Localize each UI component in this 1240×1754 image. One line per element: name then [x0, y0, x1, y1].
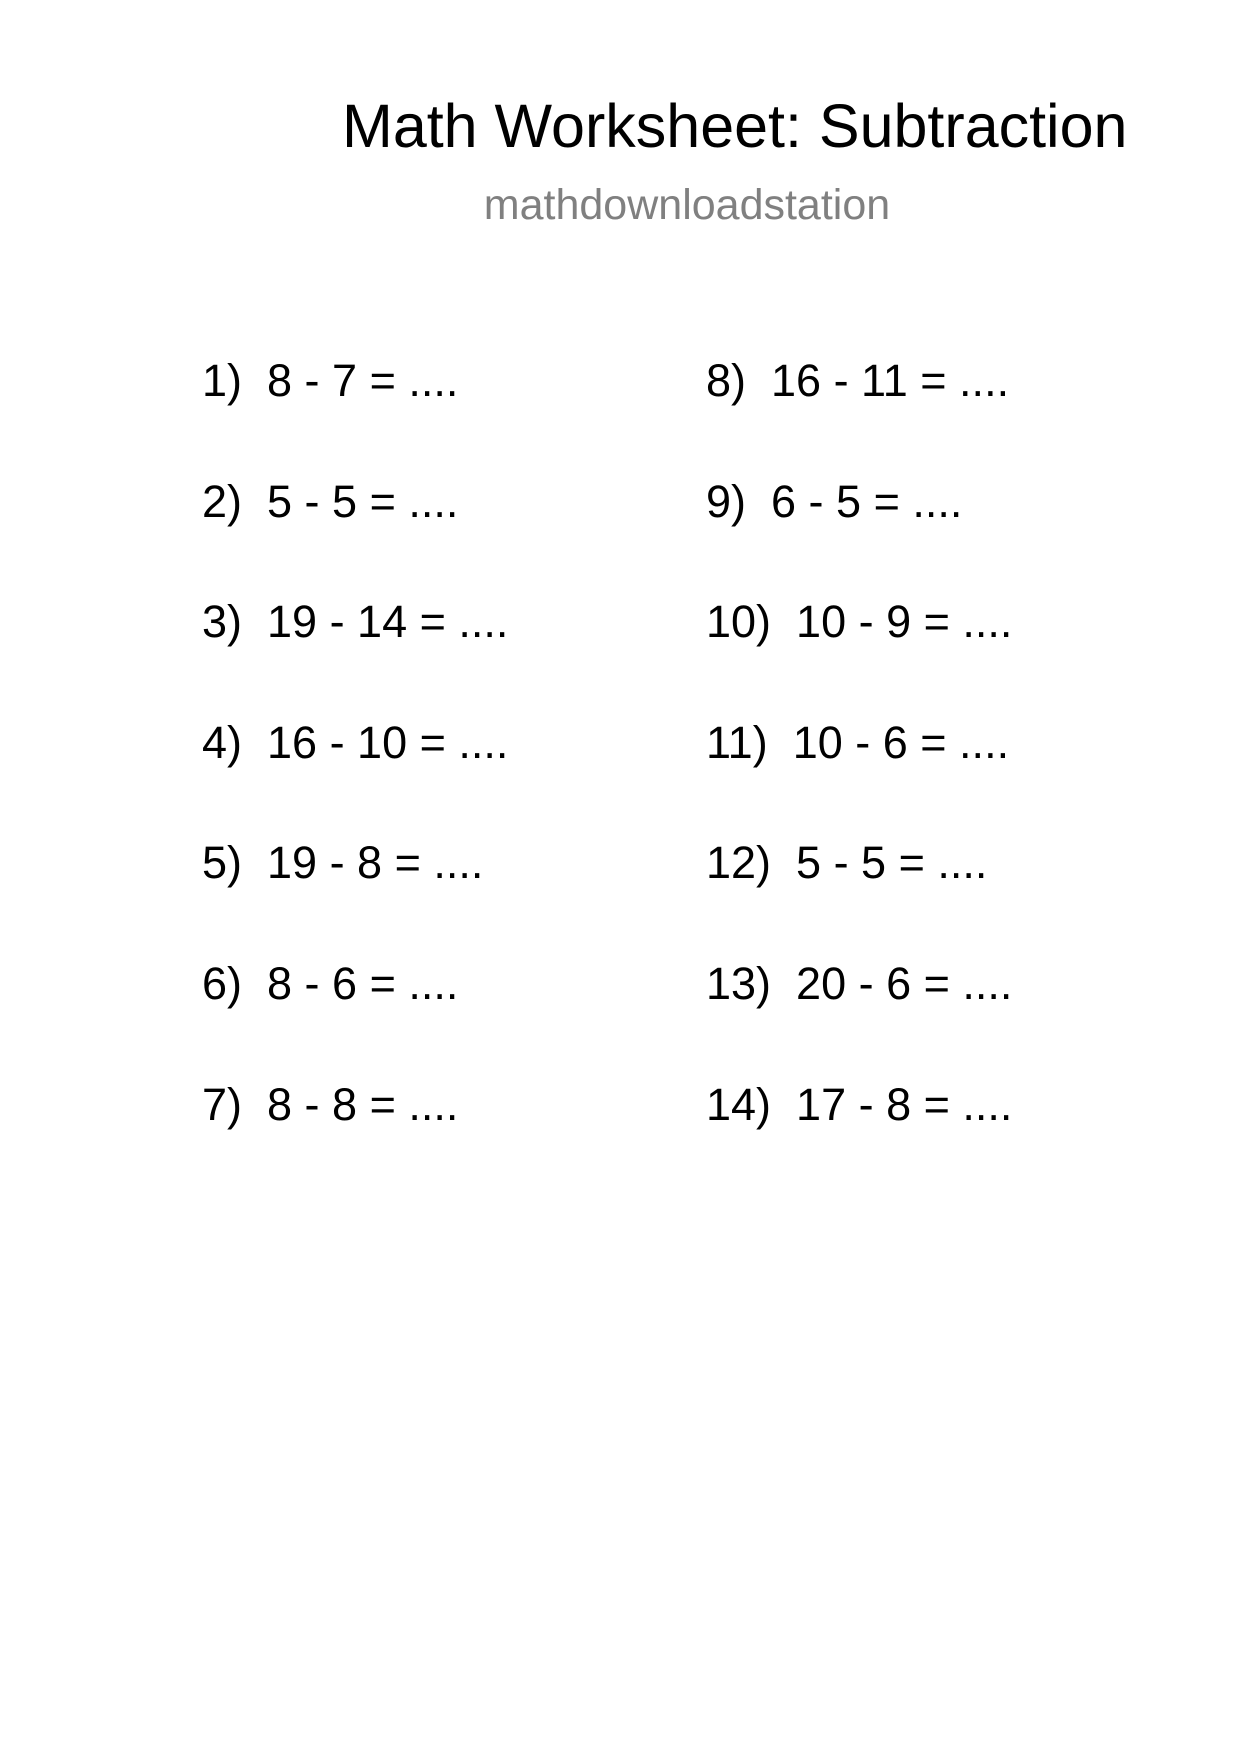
problem-item: 10) 10 - 9 = .... — [706, 596, 1013, 648]
problem-item: 14) 17 - 8 = .... — [706, 1078, 1013, 1130]
problem-item: 3) 19 - 14 = .... — [202, 596, 509, 648]
problem-item: 7) 8 - 8 = .... — [202, 1078, 459, 1130]
problem-item: 6) 8 - 6 = .... — [202, 957, 459, 1009]
problem-item: 1) 8 - 7 = .... — [202, 355, 459, 406]
problem-item: 2) 5 - 5 = .... — [202, 475, 459, 527]
worksheet-subtitle: mathdownloadstation — [483, 181, 891, 229]
problem-item: 11) 10 - 6 = .... — [706, 716, 1010, 768]
problem-item: 5) 19 - 8 = .... — [202, 837, 484, 889]
problems-right-column — [706, 355, 1013, 1202]
problem-item: 8) 16 - 11 = .... — [706, 355, 1010, 406]
problem-item: 13) 20 - 6 = .... — [706, 957, 1013, 1009]
problem-item: 9) 6 - 5 = .... — [706, 475, 963, 527]
problem-item: 4) 16 - 10 = .... — [202, 716, 509, 768]
problem-item: 12) 5 - 5 = .... — [706, 837, 988, 889]
worksheet-title: Math Worksheet: Subtraction — [342, 92, 1128, 160]
problems-left-column — [202, 355, 509, 1202]
